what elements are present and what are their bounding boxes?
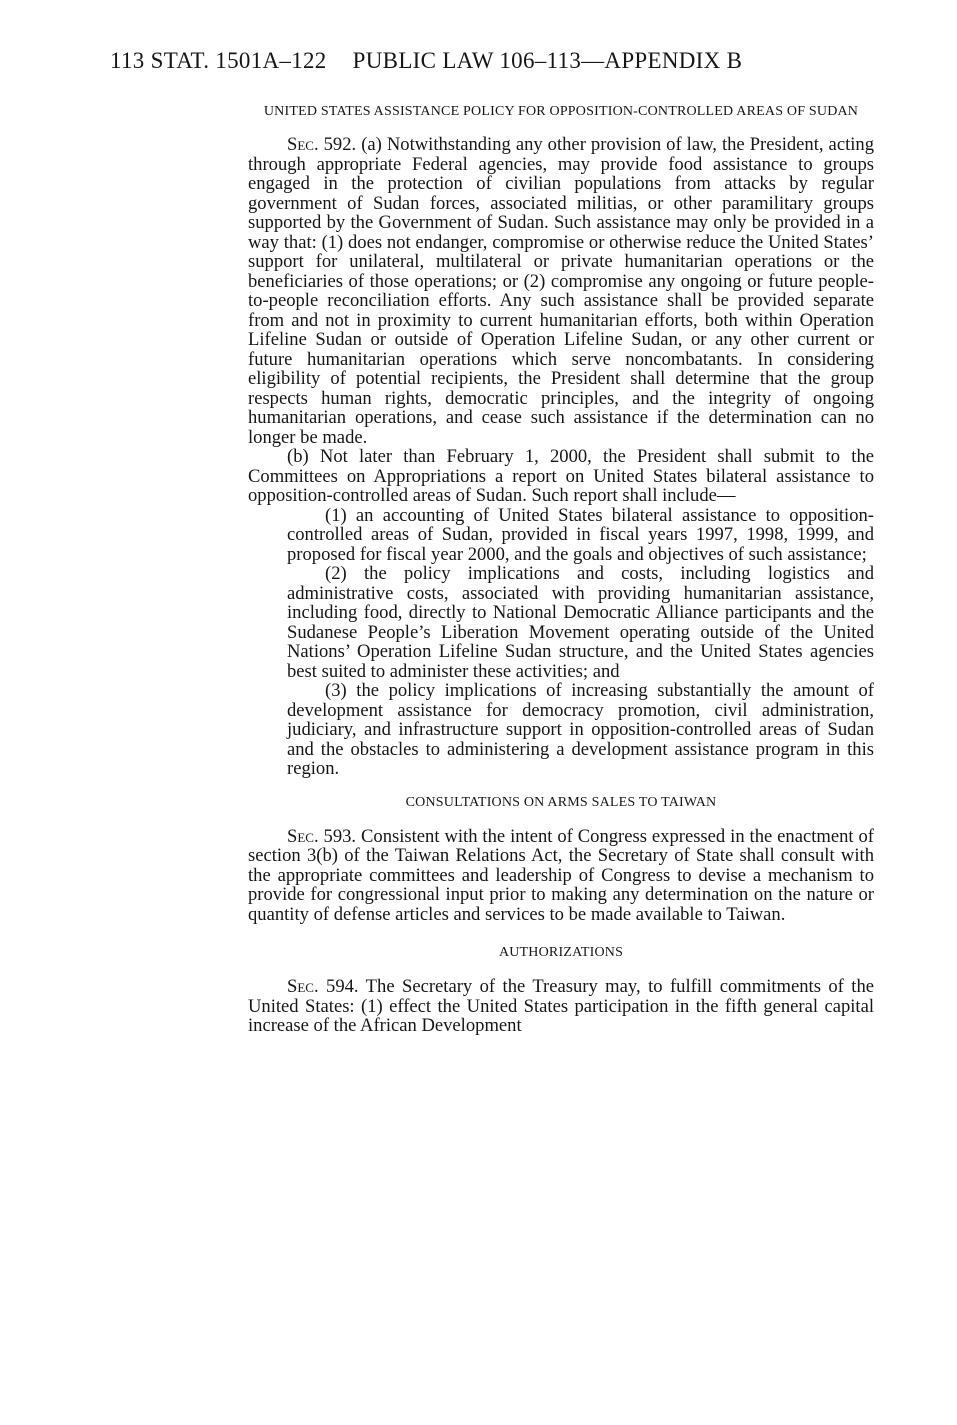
body-column: [248, 102, 874, 1036]
sec-label: Sec.: [287, 976, 319, 997]
public-law-title: PUBLIC LAW 106–113—APPENDIX B: [352, 48, 743, 73]
sec-label: Sec.: [287, 134, 319, 155]
para-a-text: (a) Notwithstanding any other provision of law, the President, acting through appropriate Federal agencies, may provide food assistance to groups engaged in the protection of civilian populations from attacks by regular government of Sudan forces, associated militias, or other paramilitary groups supported by the Government of Sudan. Such assistance may only be provided in a way that: (1) does not endanger, compromise or otherwise reduce the United States’ support for unilateral, multilateral or private humanitarian operations or the beneficiaries of those operations; or (2) compromise any ongoing or future people-to-people reconciliation efforts. Any such assistance shall be provided separate from and not in proximity to current humanitarian efforts, both within Operation Lifeline Sudan or outside of Operation Lifeline Sudan, or any other current or future humanitarian operations which serve noncombatants. In considering eligibility of potential recipients, the President shall determine that the group respects human rights, democratic principles, and the integrity of ongoing humanitarian operations, and cease such assistance if the determination can no longer be made.: [248, 134, 874, 448]
sec-label: Sec.: [287, 825, 319, 847]
running-head: [110, 48, 742, 74]
sec-number: 594.: [318, 976, 359, 997]
sec-number: 593.: [318, 825, 357, 847]
report-item-2: (2) the policy implications and costs, including logistics and administrative costs, associated with providing humanitarian assistance, including food, directly to National Democratic Alliance participants and the Sudanese People’s Liberation Movement operating outside of the United Nations’ Operation Lifeline Sudan structure, and the United States agencies best suited to administer these activities; and: [287, 563, 874, 682]
sec-593-text: Consistent with the intent of Congress expressed in the enactment of section 3(b) of the Taiwan Relations Act, the Secretary of State shall consult with the appropriate committees and leadership of Congress to devise a mechanism to provide for congressional input prior to making any determination on the nature or quantity of defense articles and services to be made available to Taiwan.: [248, 825, 874, 925]
sec-594-text: The Secretary of the Treasury may, to fulfill commitments of the United States: (1) effect the United States participation in the fifth general capital increase of the African Development: [248, 976, 874, 1036]
section-heading-sudan: UNITED STATES ASSISTANCE POLICY FOR OPPOSITION-CONTROLLED AREAS OF SUDAN: [263, 104, 859, 119]
sec-number: 592.: [318, 134, 357, 155]
sec-593-para: [248, 827, 874, 925]
report-item-3: (3) the policy implications of increasing substantially the amount of development assistance for democracy promotion, civil administration, judiciary, and infrastructure support in opposition-controlled areas of Sudan and the obstacles to administering a development assistance program in this region.: [287, 680, 874, 779]
sec-592-para-b: (b) Not later than February 1, 2000, the President shall submit to the Committees on Appropriations a report on United States bilateral assistance to opposition-controlled areas of Sudan. Such report shall include—: [248, 446, 874, 506]
statute-citation: 113 STAT. 1501A–122: [110, 48, 327, 73]
section-heading-authorizations: AUTHORIZATIONS: [498, 945, 624, 960]
section-heading-taiwan: CONSULTATIONS ON ARMS SALES TO TAIWAN: [405, 794, 717, 810]
report-item-1: (1) an accounting of United States bilateral assistance to opposition-controlled areas of Sudan, provided in fiscal years 1997, 1998, 1999, and proposed for fiscal year 2000, and the goals and objectives of such assistance;: [287, 504, 874, 565]
sec-592-para-a: [248, 135, 874, 447]
sec-594-para: [248, 977, 874, 1036]
